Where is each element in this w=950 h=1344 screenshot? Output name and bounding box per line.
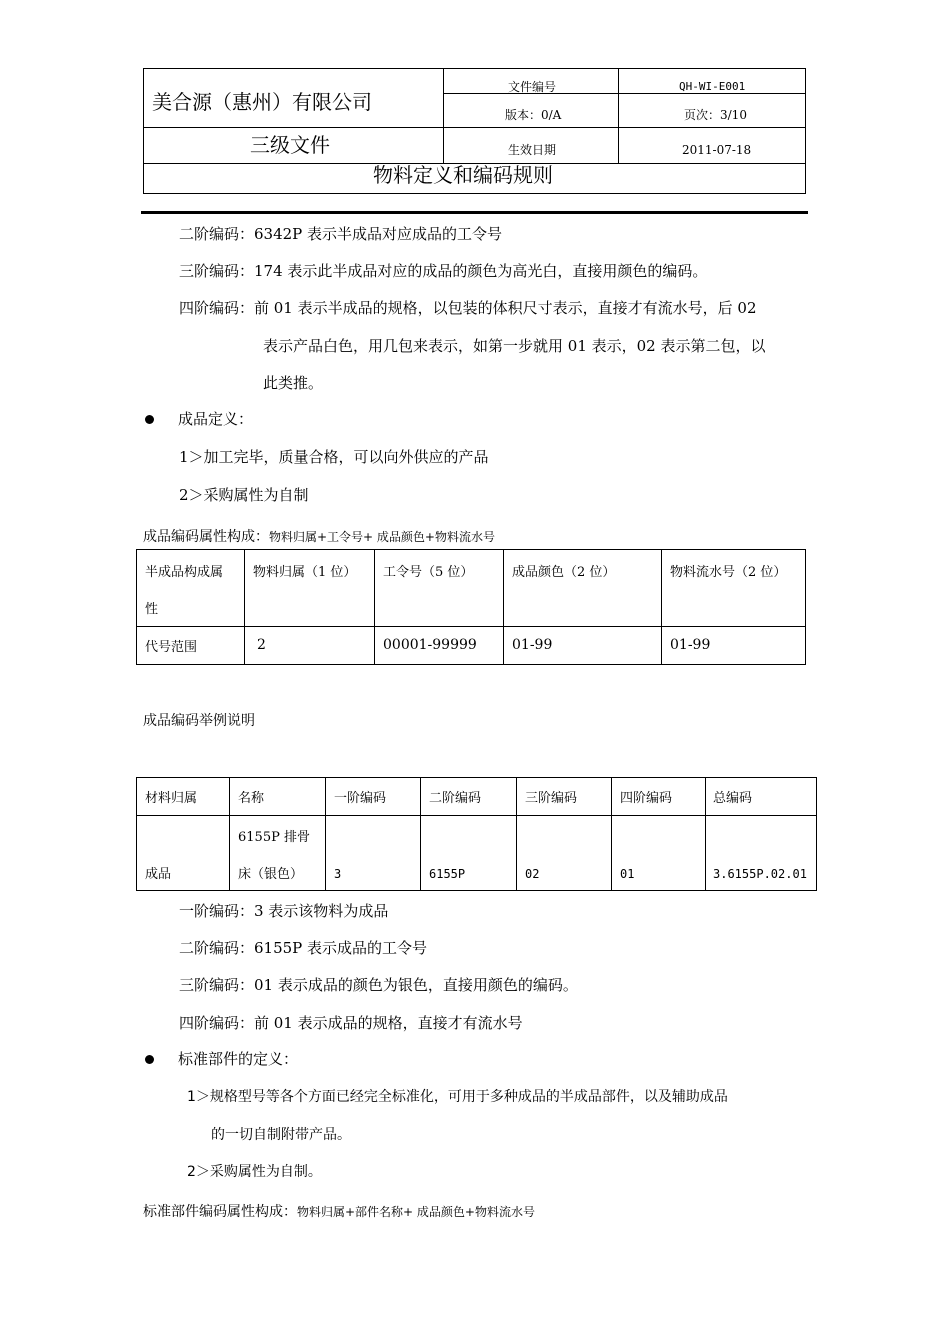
example-note-2: 二阶编码：6155P 表示成品的工令号 [179, 939, 428, 957]
table-cell: 6155P [429, 867, 466, 881]
example-note-3: 三阶编码：01 表示成品的颜色为银色，直接用颜色的编码。 [179, 976, 578, 994]
intro-line-1: 二阶编码：6342P 表示半成品对应成品的工令号 [179, 225, 503, 243]
table-cell: 成品 [145, 867, 172, 882]
effective-date-value: 2011-07-18 [682, 143, 752, 157]
company-name: 美合源（惠州）有限公司 [152, 90, 372, 114]
intro-line-3c: 此类推。 [263, 374, 324, 392]
header-divider [141, 211, 808, 214]
table-cell: 01-99 [670, 637, 711, 653]
table-cell: 代号范围 [145, 640, 198, 655]
table-cell: 01 [620, 867, 635, 881]
table-cell: 3.6155P.02.01 [713, 867, 807, 881]
effective-date-label: 生效日期 [508, 143, 557, 157]
doc-number-label: 文件编号 [508, 80, 557, 94]
standard-composition [143, 1201, 535, 1221]
intro-line-2: 三阶编码：174 表示此半成品对应的成品的颜色为高光白，直接用颜色的编码。 [179, 262, 708, 280]
table-header-cell: 物料归属（1 位） [253, 565, 357, 580]
table-header-cell: 性 [145, 602, 159, 617]
standard-item-2: 2＞采购属性为自制。 [187, 1164, 322, 1180]
bullet-icon [145, 1055, 154, 1064]
standard-heading: 标准部件的定义： [178, 1050, 299, 1068]
table-header-cell: 物料流水号（2 位） [670, 565, 787, 580]
table-cell: 02 [525, 867, 540, 881]
table-header-cell: 半成品构成属 [145, 565, 224, 580]
finished-item-1: 1＞加工完毕，质量合格，可以向外供应的产品 [179, 448, 489, 466]
composition-value: 物料归属+工令号+ 成品颜色+物料流水号 [269, 530, 495, 544]
composition-value: 物料归属+部件名称+ 成品颜色+物料流水号 [297, 1205, 535, 1219]
standard-item-1a: 1＞规格型号等各个方面已经完全标准化，可用于多种成品的半成品部件，以及辅助成品 [187, 1089, 728, 1105]
intro-line-3a: 四阶编码：前 01 表示半成品的规格，以包装的体积尺寸表示，直接才有流水号，后 02 [179, 299, 757, 317]
table-cell: 3 [334, 867, 342, 881]
table-header-cell: 材料归属 [145, 791, 198, 806]
table-cell: 床（银色） [238, 867, 304, 882]
composition-label: 成品编码属性构成： [143, 529, 269, 545]
document-level: 三级文件 [250, 133, 330, 157]
table-header-cell: 一阶编码 [334, 791, 387, 806]
composition-label: 标准部件编码属性构成： [143, 1204, 297, 1220]
table-header-cell: 工令号（5 位） [383, 565, 474, 580]
table-header-cell: 成品颜色（2 位） [512, 565, 616, 580]
finished-item-2: 2＞采购属性为自制 [179, 486, 309, 504]
version-text: 版本：0/A [505, 108, 562, 122]
page-number: 页次：3/10 [684, 108, 747, 122]
document-title: 物料定义和编码规则 [373, 163, 553, 187]
example-heading: 成品编码举例说明 [143, 713, 255, 729]
table-cell: 00001-99999 [383, 637, 477, 653]
table-cell: 2 [257, 637, 266, 653]
standard-item-1b: 的一切自制附带产品。 [211, 1127, 351, 1143]
bullet-icon [145, 415, 154, 424]
table-header-cell: 二阶编码 [429, 791, 482, 806]
table-header-cell: 三阶编码 [525, 791, 578, 806]
finished-heading: 成品定义： [178, 410, 254, 428]
table-header-cell: 总编码 [713, 791, 753, 806]
table-cell: 01-99 [512, 637, 553, 653]
doc-number-value: QH-WI-E001 [679, 80, 746, 93]
example-note-1: 一阶编码：3 表示该物料为成品 [179, 902, 389, 920]
finished-composition [143, 526, 495, 546]
table-header-cell: 四阶编码 [620, 791, 673, 806]
table-header-cell: 名称 [238, 791, 265, 806]
example-note-4: 四阶编码：前 01 表示成品的规格，直接才有流水号 [179, 1014, 523, 1032]
intro-line-3b: 表示产品白色，用几包来表示，如第一步就用 01 表示，02 表示第二包，以 [263, 337, 766, 355]
table-cell: 6155P 排骨 [238, 830, 310, 845]
